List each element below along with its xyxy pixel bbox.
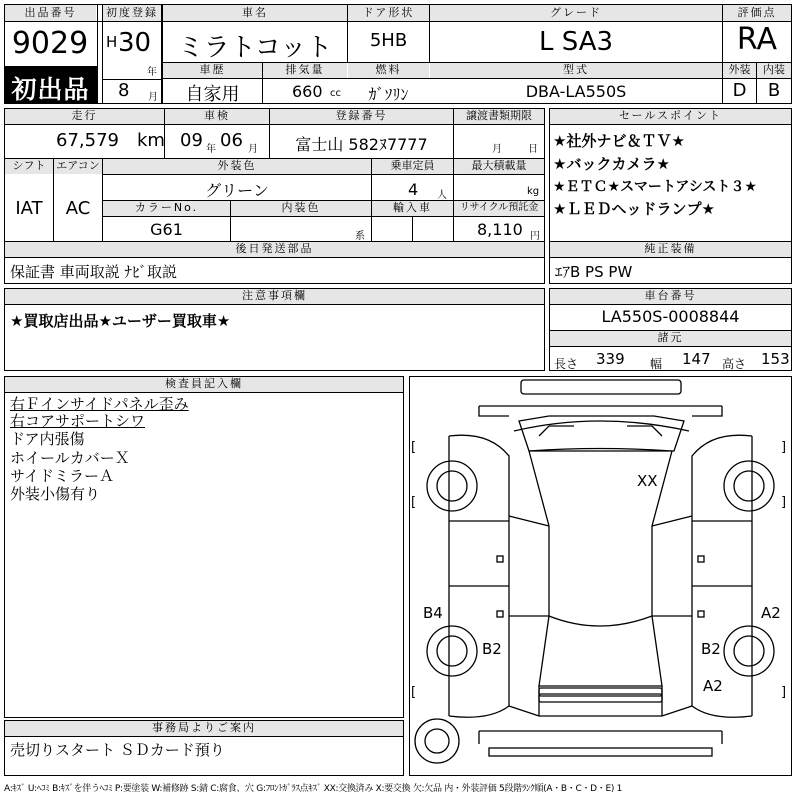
damage-mark-right-rear-fender: B2 (701, 640, 721, 658)
color-value: グリーン (205, 181, 269, 200)
inspector-label: 検査員記入欄 (5, 377, 403, 392)
recycle-unit: 円 (530, 231, 540, 242)
load-unit: kg (527, 186, 540, 197)
shift-label: シフト (5, 159, 53, 174)
inspector-note: サイドミラーＡ (10, 467, 114, 485)
interior-color-unit: 系 (355, 231, 365, 242)
first-listing-badge-text: 初出品 (11, 75, 90, 104)
insp-year-unit: 年 (206, 144, 216, 155)
office-label: 事務局よりご案内 (5, 721, 403, 736)
transfer-label: 譲渡書類期限 (454, 109, 544, 124)
insp-month-unit: 月 (248, 144, 258, 155)
capacity-value: 4 (408, 180, 419, 199)
door-value: 5HB (369, 30, 408, 51)
car-diagram (409, 376, 792, 776)
sales-point: ★社外ナビ＆ＴＶ★ (553, 132, 685, 150)
recycle-label: リサイクル預託金 (454, 201, 544, 216)
length-value: 339 (596, 350, 625, 368)
score-value: RA (736, 22, 778, 57)
inspector-note: ドア内張傷 (10, 430, 85, 448)
color-no-value: G61 (150, 220, 183, 239)
damage-mark-roof: XX (637, 472, 658, 490)
ac-value: AC (65, 198, 91, 219)
later-parts-label: 後日発送部品 (5, 242, 544, 257)
inspector-note: 右Ｆインサイドパネル歪み (10, 395, 189, 413)
bracket-right-front: ] (781, 440, 787, 455)
damage-mark-left-rear-door: B4 (423, 604, 443, 622)
sales-point: ★ＥＴＣ★スマートアシスト３★ (553, 179, 757, 195)
office-value: 売切りスタート ＳＤカード預り (10, 741, 225, 759)
later-parts-value: 保証書 車両取説 ﾅﾋﾞ取説 (10, 263, 178, 281)
displacement-unit: cc (330, 88, 341, 99)
grade-value: L SA3 (538, 27, 614, 57)
transfer-month-unit: 月 (492, 144, 502, 155)
score-label: 評価点 (723, 5, 791, 21)
bracket-left-rear: [ (411, 685, 417, 700)
width-label: 幅 (650, 357, 663, 371)
color-no-label: カラーNo. (103, 201, 230, 216)
bracket-left-mid: [ (411, 495, 417, 510)
displacement-label: 排気量 (263, 63, 347, 78)
era: H (106, 33, 118, 51)
width-value: 147 (682, 350, 711, 368)
exterior-label: 外装 (723, 63, 756, 78)
capacity-unit: 人 (437, 190, 447, 201)
car-name: ミラトコット (177, 33, 333, 63)
lot-number: 9029 (11, 26, 89, 61)
import-label: 輸入車 (372, 201, 453, 216)
height-value: 153 (761, 350, 790, 368)
bracket-left-front: [ (411, 440, 417, 455)
mileage-label: 走行 (5, 109, 164, 124)
displacement-value: 660 (292, 82, 323, 101)
length-label: 長さ (554, 357, 579, 371)
legend-text: A:ｷｽﾞ U:ﾍｺﾐ B:ｷｽﾞを伴うﾍｺﾐ P:要塗装 W:補修跡 S:錆 C:腐食、穴 G:ﾌﾛﾝﾄｶﾞﾗｽ点ｷｽﾞ XX:交換済み X:要交換 欠:欠品 内・外装評価 5段階ﾗﾝｸ順(A・B・C・D・E) 1 (4, 784, 623, 794)
door-label: ドア形状 (348, 5, 429, 21)
height-label: 高さ (722, 357, 747, 371)
damage-mark-left-rear-fender: B2 (482, 640, 502, 658)
chassis-value: LA550S-0008844 (601, 307, 740, 326)
history-value: 自家用 (185, 84, 240, 105)
month-unit: 月 (148, 92, 158, 103)
transfer-day-unit: 日 (528, 144, 538, 155)
bracket-right-mid: ] (781, 495, 787, 510)
recycle-value: 8,110 (477, 220, 523, 239)
first-reg-label: 初度登録 (103, 5, 161, 21)
mileage-unit: km (137, 130, 165, 151)
color-label: 外装色 (103, 159, 371, 174)
shift-value: IAT (15, 198, 43, 219)
plate-label: 登録番号 (270, 109, 453, 124)
interior-color-label: 内装色 (231, 201, 371, 216)
damage-mark-right-rear-door: A2 (761, 604, 781, 622)
plate-value: 富士山 582ﾇ7777 (295, 135, 428, 154)
ac-label: エアコン (54, 159, 102, 174)
reg-year: 30 (118, 28, 152, 58)
inspector-note: ホイールカバーＸ (10, 449, 130, 467)
chassis-label: 車台番号 (550, 289, 791, 304)
damage-mark-right-rear-corner: A2 (703, 677, 723, 695)
sales-point: ★ＬＥＤヘッドランプ★ (553, 200, 715, 218)
fuel-value: ｶﾞｿﾘﾝ (368, 85, 409, 104)
inspector-note: 外装小傷有り (10, 485, 101, 503)
sales-section (549, 108, 792, 242)
sales-point: ★バックカメラ★ (553, 155, 670, 173)
interior-label: 内装 (757, 63, 791, 78)
load-label: 最大積載量 (454, 159, 544, 174)
dims-label: 諸元 (550, 331, 791, 346)
insp-year: 09 (180, 130, 203, 151)
year-unit: 年 (147, 67, 157, 78)
interior-value: B (767, 80, 781, 101)
caution-value: ★買取店出品★ユーザー買取車★ (10, 312, 231, 330)
equipment-value: ｴｱB PS PW (555, 263, 633, 281)
model-label: 型式 (430, 63, 722, 78)
lot-label: 出品番号 (5, 5, 96, 21)
model-value: DBA-LA550S (525, 82, 627, 101)
capacity-label: 乗車定員 (372, 159, 453, 174)
fuel-label: 燃料 (348, 63, 429, 78)
inspector-note: 右コアサポートシワ (10, 412, 146, 430)
exterior-value: D (732, 80, 747, 101)
mileage-value: 67,579 (56, 130, 119, 151)
insp-month: 06 (220, 130, 243, 151)
bracket-right-rear: ] (781, 685, 787, 700)
equipment-label: 純正装備 (550, 242, 791, 257)
history-label: 車歴 (163, 63, 262, 78)
car-name-label: 車名 (163, 5, 347, 21)
grade-label: グレード (430, 5, 722, 21)
sales-label: セールスポイント (550, 109, 791, 124)
caution-label: 注意事項欄 (5, 289, 544, 304)
reg-month: 8 (118, 80, 130, 101)
inspection-label: 車検 (165, 109, 269, 124)
